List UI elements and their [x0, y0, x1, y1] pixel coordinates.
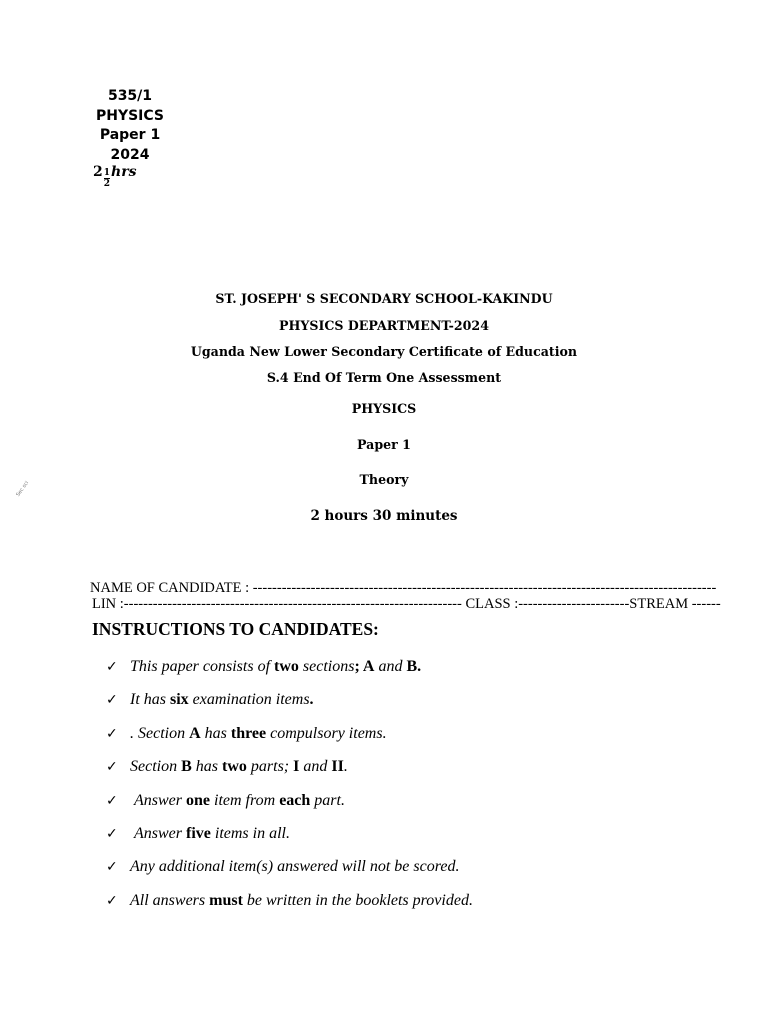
instruction-emphasis: B — [181, 758, 192, 776]
instruction-emphasis: three — [230, 724, 267, 742]
instruction-emphasis: A — [189, 724, 201, 742]
lin-class-stream-field: LIN :---------------------------------------------------------------------- CLASS :-----------------------STREAM ------ — [92, 596, 721, 612]
time-allowed: 2 hours 30 minutes — [310, 508, 458, 524]
checkmark-icon: ✓ — [106, 759, 118, 776]
instruction-text — [130, 689, 314, 711]
instruction-fragment: sections — [298, 658, 355, 675]
instruction-item — [106, 689, 473, 722]
instruction-emphasis: two — [274, 658, 299, 675]
instruction-fragment: All answers — [130, 891, 210, 909]
duration-whole: 2 — [93, 164, 103, 180]
instruction-fragment: compulsory items. — [266, 724, 387, 742]
instruction-item — [106, 656, 473, 689]
duration-label — [93, 162, 136, 188]
instruction-fragment: examination items — [188, 691, 310, 709]
paper-type: Theory — [359, 472, 409, 487]
instruction-fragment: has — [191, 758, 222, 776]
school-name: ST. JOSEPH' S SECONDARY SCHOOL-KAKINDU — [215, 291, 553, 306]
instruction-emphasis: I — [293, 758, 300, 776]
instruction-text — [130, 656, 421, 678]
instruction-emphasis: each — [279, 791, 311, 809]
duration-fraction — [104, 169, 110, 188]
checkmark-icon: ✓ — [106, 825, 118, 842]
instructions-title: INSTRUCTIONS TO CANDIDATES: — [92, 619, 379, 639]
instruction-fragment: This paper consists of — [130, 658, 275, 675]
candidate-name-field: NAME OF CANDIDATE : ------------------------------------------------------------------------------------------------ — [90, 580, 717, 596]
instruction-fragment: Any additional item(s) answered will not be scored. — [130, 858, 460, 876]
instruction-fragment: Answer — [134, 824, 186, 842]
instruction-fragment: be written in the booklets provided — [242, 891, 469, 909]
duration-numerator: 1 — [103, 168, 111, 178]
instruction-fragment: items in all. — [210, 824, 290, 842]
instruction-fragment: It has — [130, 691, 170, 709]
instruction-item — [106, 723, 473, 756]
instruction-fragment: parts; — [246, 758, 294, 776]
paper-code-block — [92, 87, 168, 165]
instruction-fragment: . — [468, 891, 473, 909]
instruction-fragment: item from — [210, 791, 280, 809]
instruction-text — [130, 790, 345, 812]
subject-title: PHYSICS — [351, 401, 417, 416]
paper-title: Paper 1 — [357, 437, 411, 452]
instruction-text — [130, 890, 473, 912]
instruction-text — [130, 756, 348, 778]
duration-unit: hrs — [111, 164, 137, 180]
instruction-emphasis: five — [186, 824, 211, 842]
instruction-item — [106, 756, 473, 789]
instruction-emphasis: ; A — [354, 658, 375, 675]
instructions-list — [106, 656, 473, 923]
instruction-item — [106, 823, 473, 856]
instruction-fragment: Answer — [134, 791, 186, 809]
instruction-emphasis: B. — [406, 658, 422, 675]
subject-label: PHYSICS — [95, 107, 165, 124]
instruction-text — [130, 823, 290, 845]
instruction-fragment: . Section — [130, 724, 190, 742]
checkmark-icon: ✓ — [106, 692, 118, 709]
instruction-emphasis: two — [222, 758, 247, 776]
assessment-name: S.4 End Of Term One Assessment — [266, 370, 502, 385]
checkmark-icon: ✓ — [106, 792, 118, 809]
checkmark-icon: ✓ — [106, 659, 118, 675]
instruction-fragment: has — [200, 724, 231, 742]
instruction-item — [106, 890, 473, 923]
checkmark-icon: ✓ — [106, 725, 118, 742]
certificate-name: Uganda New Lower Secondary Certificate of Education — [190, 344, 578, 359]
checkmark-icon: ✓ — [106, 859, 118, 876]
department-name: PHYSICS DEPARTMENT-2024 — [279, 318, 489, 333]
instruction-emphasis: one — [186, 791, 210, 809]
instruction-emphasis: must — [209, 891, 243, 909]
instruction-emphasis: six — [170, 691, 189, 709]
instruction-item — [106, 790, 473, 823]
duration-denominator: 2 — [103, 179, 111, 189]
instruction-emphasis: . — [309, 691, 314, 709]
instruction-fragment: and — [374, 658, 407, 675]
checkmark-icon: ✓ — [106, 892, 118, 909]
instruction-item — [106, 856, 473, 889]
instruction-fragment: . — [343, 758, 348, 776]
paper-year: 2024 — [110, 146, 150, 163]
paper-number: Paper 1 — [99, 127, 161, 143]
instruction-text — [130, 723, 387, 745]
instruction-fragment: part. — [310, 791, 345, 809]
instruction-fragment: Section — [130, 758, 182, 776]
instruction-emphasis: II — [331, 758, 344, 776]
margin-stamp: Sec sci — [15, 480, 31, 498]
instruction-text — [130, 856, 459, 878]
paper-code: 535/1 — [107, 88, 153, 104]
instruction-fragment: and — [299, 758, 332, 776]
